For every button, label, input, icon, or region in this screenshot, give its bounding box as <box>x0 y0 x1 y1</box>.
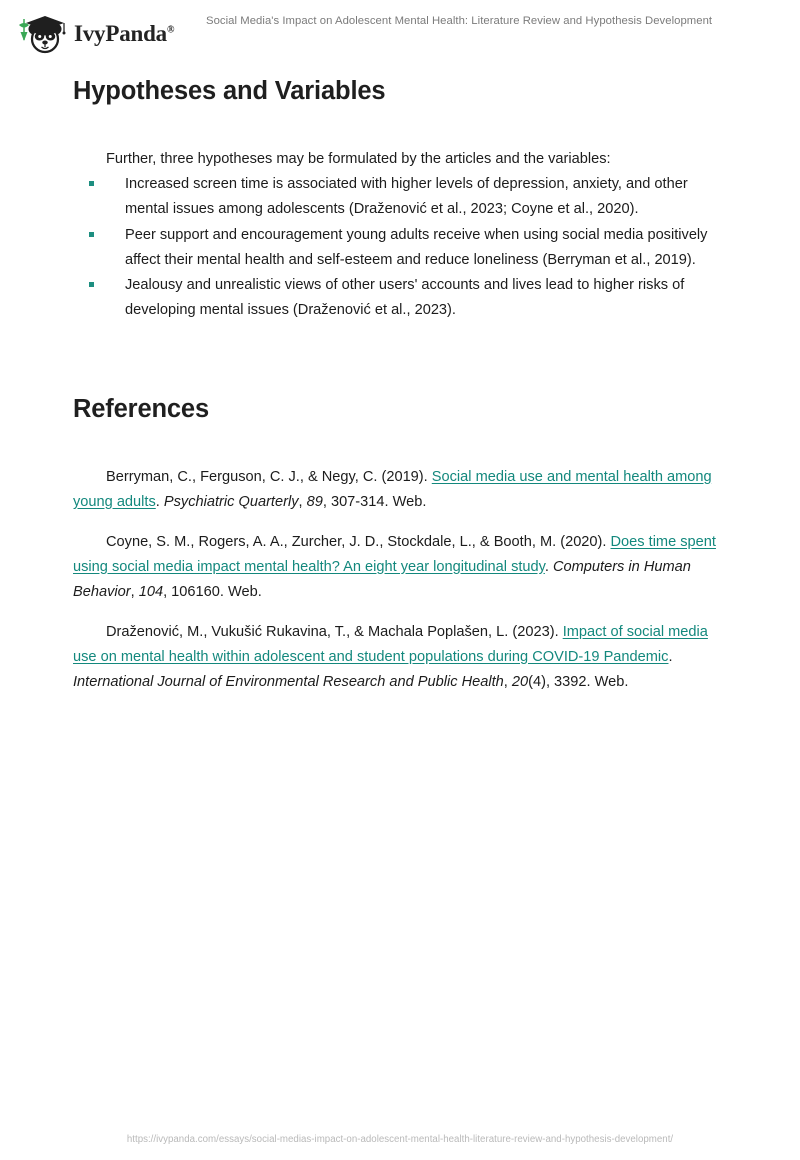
reference-title-link[interactable]: Does time spent using social media impact mental health? An eight year longitudinal study <box>73 533 716 575</box>
brand-name <box>74 22 174 45</box>
page-header <box>0 0 800 62</box>
footer-source-url[interactable]: https://ivypanda.com/essays/social-medias-impact-on-adolescent-mental-health-literature-review-and-hypothesis-development/ <box>126 1133 674 1145</box>
reference-authors-year: Berryman, C., Ferguson, C. J., & Negy, C. (2019). <box>106 468 432 485</box>
reference-volume: 104 <box>138 583 164 600</box>
reference-entry <box>73 530 733 605</box>
reference-journal: International Journal of Environmental Research and Public Health <box>73 673 504 690</box>
reference-journal: Psychiatric Quarterly <box>163 493 299 510</box>
reference-volume: 20 <box>511 673 529 690</box>
reference-authors-year: Coyne, S. M., Rogers, A. A., Zurcher, J. D., Stockdale, L., & Booth, M. (2020). <box>106 533 611 550</box>
heading-references: References <box>73 395 209 423</box>
panda-graduate-logo-icon <box>14 10 68 56</box>
reference-title-link[interactable]: Social media use and mental health among young adults <box>73 468 712 510</box>
reference-journal: Computers in Human Behavior <box>73 558 691 600</box>
list-item <box>73 273 733 323</box>
bullet-square-icon <box>89 282 94 287</box>
list-item <box>73 223 733 273</box>
list-item <box>73 172 733 222</box>
reference-separator: , <box>503 673 512 690</box>
page-footer <box>0 1118 800 1160</box>
reference-authors-year: Draženović, M., Vukušić Rukavina, T., & Machala Poplašen, L. (2023). <box>106 623 563 640</box>
document-title: Social Media's Impact on Adolescent Mental Health: Literature Review and Hypothesis Development <box>206 15 713 27</box>
reference-pages: , 106160. Web. <box>163 583 262 600</box>
reference-volume: 89 <box>306 493 323 510</box>
reference-separator: . <box>544 558 553 575</box>
bullet-square-icon <box>89 181 94 186</box>
reference-entry <box>73 620 733 695</box>
reference-separator: . <box>668 648 673 665</box>
reference-pages: , 307-314. Web. <box>322 493 427 510</box>
intro-paragraph: Further, three hypotheses may be formulated by the articles and the variables: <box>106 150 611 167</box>
references-list <box>73 450 733 710</box>
reference-separator: , <box>298 493 307 510</box>
reference-separator: , <box>130 583 139 600</box>
brand-name-text: IvyPanda <box>74 20 167 46</box>
reference-title-link[interactable]: Impact of social media use on mental health within adolescent and student populations during COVID-19 Pandemic <box>73 623 708 665</box>
list-item-text: Increased screen time is associated with higher levels of depression, anxiety, and other mental issues among adolescents (Draženović et al., 2023; Coyne et al., 2020). <box>125 176 688 217</box>
list-item-text: Jealousy and unrealistic views of other users' accounts and lives lead to higher risks of developing mental issues (Draženović et al., 2023). <box>125 277 685 318</box>
brand-logo-group[interactable] <box>14 10 174 56</box>
heading-hypotheses-and-variables: Hypotheses and Variables <box>73 77 386 105</box>
reference-pages: (4), 3392. Web. <box>528 673 629 690</box>
reference-entry <box>73 465 733 515</box>
reference-separator: . <box>155 493 164 510</box>
hypotheses-list <box>73 172 733 324</box>
bullet-square-icon <box>89 232 94 237</box>
list-item-text: Peer support and encouragement young adults receive when using social media positively affect their mental health and self-esteem and reduce loneliness (Berryman et al., 2019). <box>125 226 708 268</box>
registered-mark: ® <box>166 23 175 35</box>
